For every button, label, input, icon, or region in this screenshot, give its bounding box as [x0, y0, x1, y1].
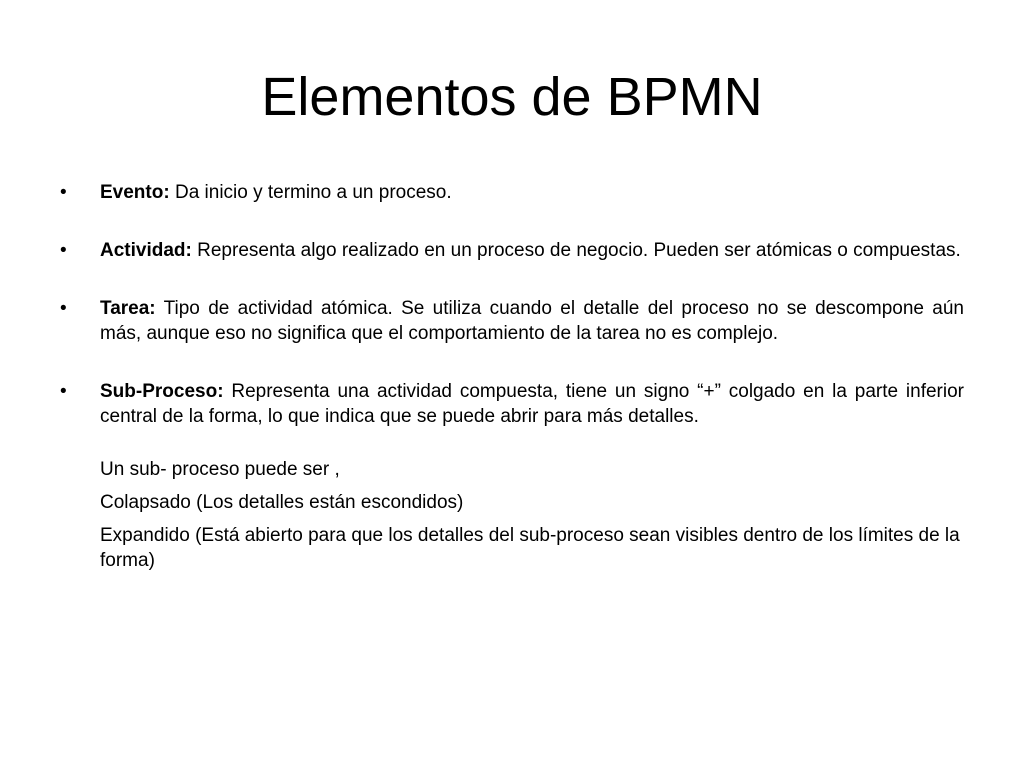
bullet-dot-icon: • — [60, 240, 67, 261]
bullet-term: Sub-Proceso: — [100, 381, 224, 402]
bullet-dot-icon: • — [60, 381, 67, 402]
bullet-tarea — [60, 296, 964, 346]
bullet-term: Tarea: — [100, 298, 156, 319]
slide-content — [60, 180, 964, 581]
bullet-text: Representa una actividad compuesta, tiene un signo “+” colgado en la parte inferior central de la forma, lo que indica que se puede abrir para más detalles. — [100, 381, 964, 427]
bullet-sub-proceso — [60, 379, 964, 429]
slide-title: Elementos de BPMN — [261, 67, 763, 127]
bullet-text: Da inicio y termino a un proceso. — [169, 182, 452, 203]
sub-proceso-intro: Un sub- proceso puede ser , — [100, 459, 340, 480]
bullet-actividad — [60, 238, 964, 263]
bullet-term: Actividad: — [100, 240, 192, 261]
sub-proceso-colapsado: Colapsado (Los detalles están escondidos) — [100, 492, 464, 513]
sub-proceso-details — [60, 457, 964, 573]
bullet-text: Tipo de actividad atómica. Se utiliza cuando el detalle del proceso no se descompone aún más, aunque eso no significa que el comportamiento de la tarea no es complejo. — [100, 298, 964, 344]
bullet-dot-icon: • — [60, 182, 67, 203]
bullet-term: Evento: — [100, 182, 170, 203]
bullet-text: Representa algo realizado en un proceso de negocio. Pueden ser atómicas o compuestas. — [191, 240, 961, 261]
bullet-dot-icon: • — [60, 298, 67, 319]
bullet-evento — [60, 180, 964, 205]
sub-proceso-expandido: Expandido (Está abierto para que los detalles del sub-proceso sean visibles dentro de los límites de la forma) — [100, 525, 960, 571]
